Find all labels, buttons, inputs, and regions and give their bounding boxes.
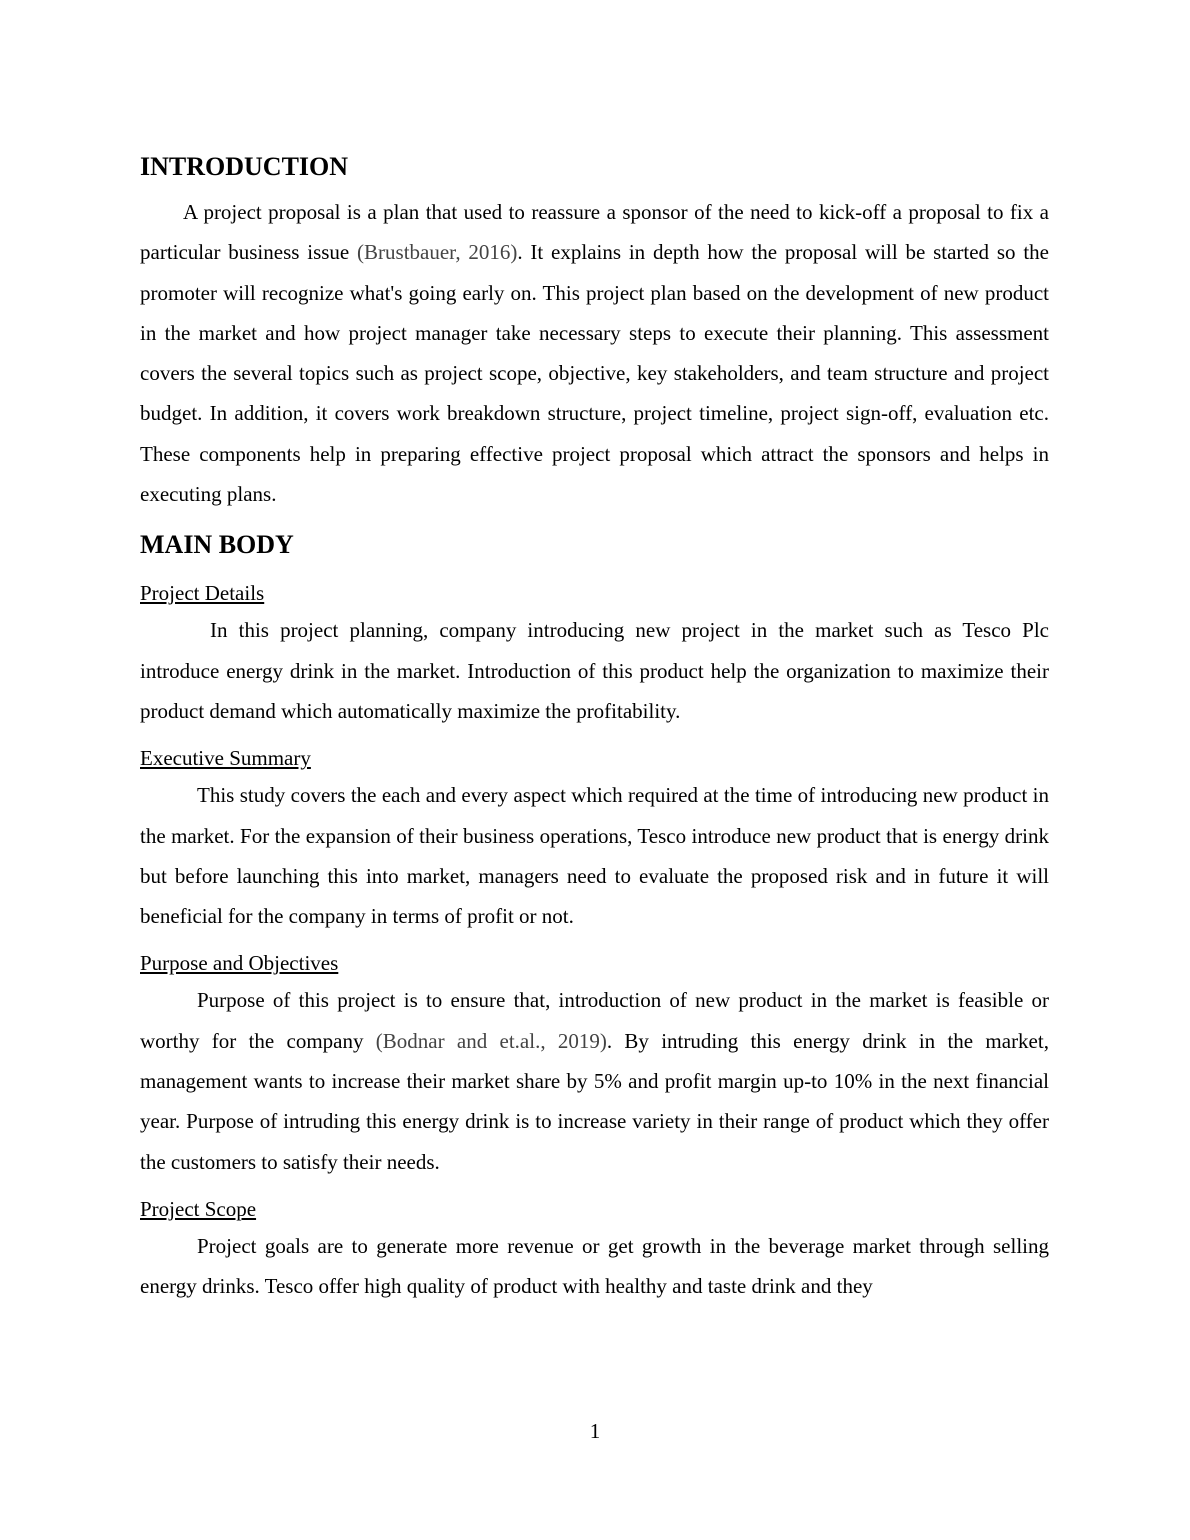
- purpose-objectives-paragraph: [140, 980, 1049, 1181]
- project-details-title: Project Details: [140, 581, 265, 606]
- project-scope-paragraph: Project goals are to generate more revenue or get growth in the beverage market through selling energy drinks. Tesco offer high quality of product with healthy and taste drink and they: [140, 1233, 1049, 1299]
- introduction-text-1: A project proposal is a plan that used to reassure a sponsor of the need to kick-off a proposal to fix a particular business issue: [140, 200, 1049, 265]
- purpose-text-1: Purpose of this project is to ensure that, introduction of new product in the market is feasible or worthy for the company: [140, 988, 1049, 1053]
- purpose-objectives-title: Purpose and Objectives: [140, 951, 339, 976]
- purpose-text-2: . By intruding this energy drink in the market, management wants to increase their market share by 5% and profit margin up-to 10% in the next financial year. Purpose of intruding this energy drink is to increase variety in their range of product which they offer the customers to satisfy their needs.: [140, 1028, 1049, 1174]
- citation-bodnar: (Bodnar and et.al., 2019): [375, 1028, 607, 1053]
- document-page: [140, 150, 1049, 1307]
- project-details-paragraph: In this project planning, company introducing new project in the market such as Tesco Plc introduce energy drink in the market. Introduction of this product help the organization to maximize their product demand which automatically maximize the profitability.: [140, 618, 1049, 723]
- page-number: 1: [589, 1419, 601, 1443]
- executive-summary-paragraph: This study covers the each and every aspect which required at the time of introducing new product in the market. For the expansion of their business operations, Tesco introduce new product that is energy drink but before launching this into market, managers need to evaluate the proposed risk and in future it will beneficial for the company in terms of profit or not.: [140, 783, 1049, 929]
- introduction-paragraph: [140, 192, 1049, 514]
- executive-summary-title: Executive Summary: [140, 746, 311, 771]
- project-scope-title: Project Scope: [140, 1196, 257, 1221]
- main-body-heading: MAIN BODY: [140, 530, 294, 560]
- introduction-heading: INTRODUCTION: [140, 152, 349, 181]
- introduction-text-2: . It explains in depth how the proposal will be started so the promoter will recognize what's going early on. This project plan based on the development of new product in the market and how project manager take necessary steps to execute their planning. This assessment covers the several topics such as project scope, objective, key stakeholders, and team structure and project budget. In addition, it covers work breakdown structure, project timeline, project sign-off, evaluation etc. These components help in preparing effective project proposal which attract the sponsors and helps in executing plans.: [140, 240, 1049, 507]
- citation-brustbauer: (Brustbauer, 2016): [357, 240, 518, 265]
